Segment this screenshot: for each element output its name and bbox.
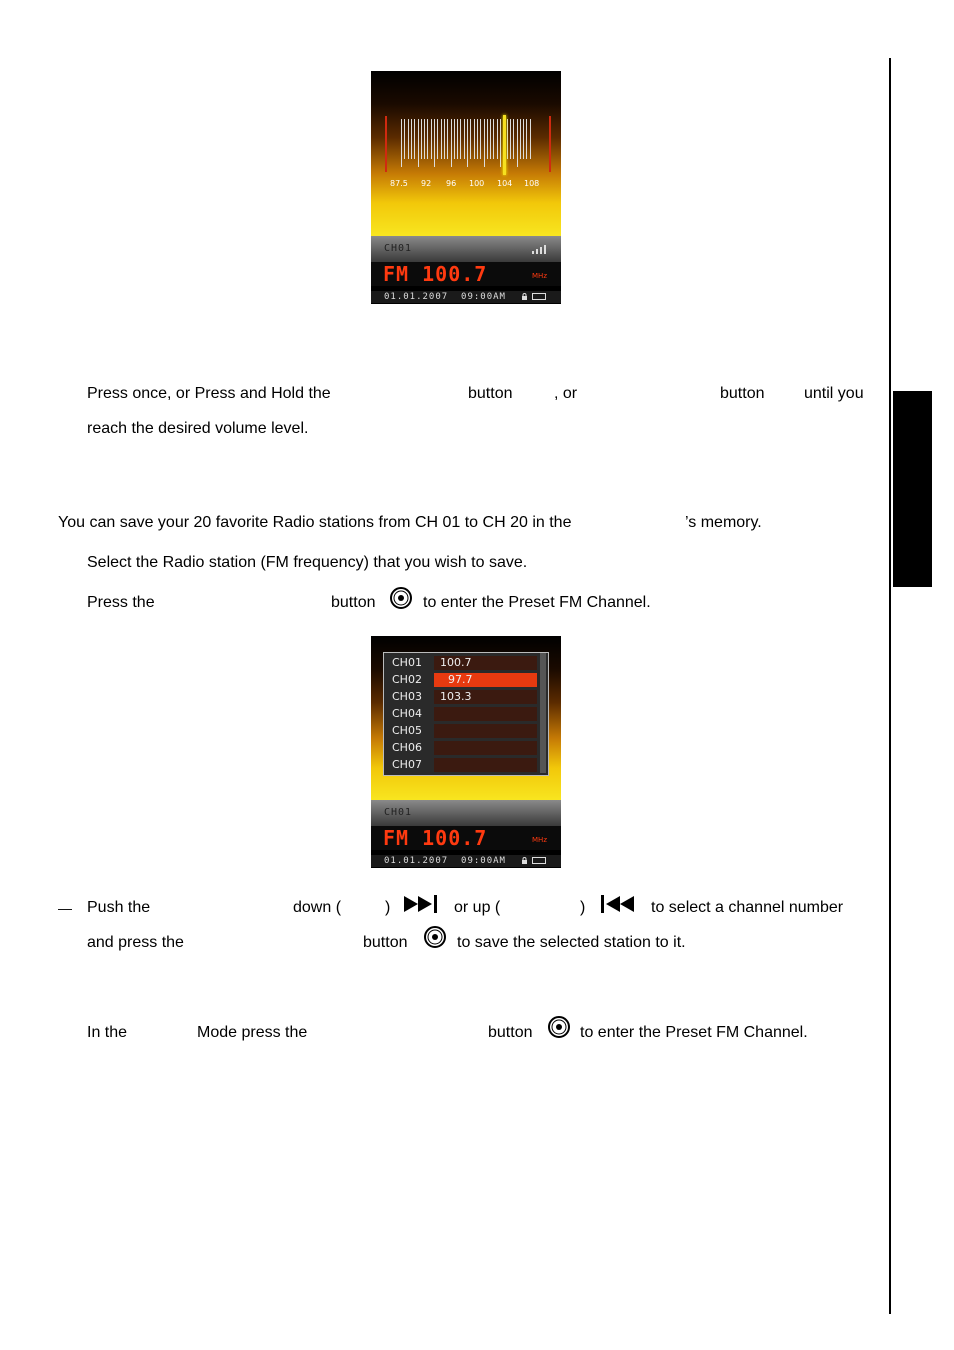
- text-segment: Mode press the: [197, 1024, 308, 1041]
- tuner-tick: [418, 119, 419, 167]
- tuner-tick: [470, 119, 471, 159]
- preset-value-box: [434, 741, 537, 755]
- tuner-tick: [404, 119, 405, 159]
- tuner-tick: [447, 119, 448, 159]
- next-icon: [404, 894, 442, 914]
- tuner-tick: [480, 119, 481, 159]
- preset-list-screenshot: [371, 636, 561, 868]
- frequency-unit: MHz: [532, 836, 547, 844]
- tuner-tick: [497, 119, 498, 159]
- channel-label: CH01: [384, 243, 413, 254]
- text-segment: ’s memory.: [685, 514, 762, 531]
- tuner-tick: [467, 119, 468, 167]
- text-segment: Press once, or Press and Hold the: [87, 385, 331, 402]
- preset-scrollbar[interactable]: [540, 653, 546, 773]
- volume-line-2: reach the desired volume level.: [87, 420, 309, 437]
- preset-channel: CH02: [392, 673, 422, 686]
- date: 01.01.2007: [384, 856, 449, 866]
- text-segment: until you: [804, 385, 864, 402]
- date: 01.01.2007: [384, 292, 449, 302]
- text-segment: or up (: [454, 899, 501, 916]
- tuner-tick: [454, 119, 455, 159]
- preset-channel: CH01: [392, 656, 422, 669]
- tuner-tick: [484, 119, 485, 167]
- preset-row[interactable]: [384, 757, 539, 774]
- tuner-tick: [526, 119, 527, 159]
- prev-icon: [600, 894, 638, 914]
- battery-icon: [532, 293, 546, 300]
- tuner-tick: [401, 119, 402, 167]
- frequency-bar: [371, 262, 561, 286]
- tuner-tick: [510, 119, 511, 159]
- date-time: [384, 291, 506, 303]
- preset-channel: CH07: [392, 758, 422, 771]
- preset-row[interactable]: [384, 740, 539, 757]
- text-segment: button: [331, 594, 376, 611]
- preset-row[interactable]: [384, 655, 539, 672]
- channel-bar: [371, 236, 561, 262]
- text-segment: In the: [87, 1024, 128, 1041]
- signal-icon: [531, 244, 547, 254]
- tuner-tick: [427, 119, 428, 159]
- scale-label: 100: [469, 179, 485, 188]
- chapter-tab: [893, 391, 932, 587]
- date-bar: [371, 855, 561, 867]
- page-margin-rule: [889, 58, 891, 1314]
- tuner-tick: [460, 119, 461, 159]
- preset-row[interactable]: [384, 672, 539, 689]
- preset-frequency: 103.3: [440, 690, 472, 703]
- battery-icon: [532, 857, 546, 864]
- enter-button-icon: [389, 586, 413, 610]
- text-segment: down (: [293, 899, 342, 916]
- time: 09:00AM: [461, 292, 506, 302]
- text-segment: button: [720, 385, 765, 402]
- preset-channel: CH03: [392, 690, 422, 703]
- tuner-tick: [457, 119, 458, 159]
- text-segment: button: [363, 934, 408, 951]
- scale-label: 104: [497, 179, 513, 188]
- tuner-tick: [507, 119, 508, 159]
- preset-frequency: 100.7: [440, 656, 472, 669]
- frequency-unit: MHz: [532, 272, 547, 280]
- preset-frequency: 97.7: [448, 673, 473, 686]
- frequency-display: FM 100.7: [383, 262, 488, 286]
- preset-row[interactable]: [384, 723, 539, 740]
- enter-button-icon: [423, 925, 447, 949]
- volume-line-1: [87, 384, 331, 404]
- tuner-tick: [474, 119, 475, 159]
- text-segment: to select a channel number: [651, 899, 844, 916]
- save-step-1: Select the Radio station (FM frequency) that you wish to save.: [87, 554, 528, 571]
- tuner-needle: [503, 115, 506, 175]
- date-bar: [371, 291, 561, 303]
- tuner-tick: [411, 119, 412, 159]
- tuner-tick: [513, 119, 514, 159]
- tuner-tick: [487, 119, 488, 159]
- lock-icon: [521, 293, 528, 300]
- radio-tuner-screenshot: [371, 71, 561, 304]
- frequency-bar: [371, 826, 561, 850]
- scale-label: 96: [446, 179, 457, 188]
- preset-channel: CH06: [392, 741, 422, 754]
- scale-label: 108: [524, 179, 540, 188]
- tuner-tick: [464, 119, 465, 159]
- tuner-tick: [421, 119, 422, 159]
- tuner-tick: [444, 119, 445, 159]
- channel-bar: [371, 800, 561, 826]
- tuner-tick: [408, 119, 409, 159]
- scale-label: 87.5: [390, 179, 408, 188]
- tuner-tick: [477, 119, 478, 159]
- save-intro: You can save your 20 favorite Radio stations from CH 01 to CH 20 in the: [58, 514, 572, 531]
- text-segment: button: [468, 385, 513, 402]
- preset-value-box: [434, 707, 537, 721]
- date-time: [384, 855, 506, 867]
- tuner-tick: [434, 119, 435, 167]
- text-segment: Push the: [87, 899, 151, 916]
- scale-label: 92: [421, 179, 432, 188]
- text-segment: to save the selected station to it.: [457, 934, 686, 951]
- lock-icon: [521, 857, 528, 864]
- tuner-tick: [517, 119, 518, 167]
- text-segment: to enter the Preset FM Channel.: [580, 1024, 808, 1041]
- tuner-tick: [520, 119, 521, 159]
- preset-channel: CH04: [392, 707, 422, 720]
- tuner-tick: [500, 119, 501, 167]
- tuner-tick: [424, 119, 425, 159]
- preset-channel: CH05: [392, 724, 422, 737]
- dash-marker: —: [58, 900, 72, 916]
- preset-value-box: [434, 758, 537, 772]
- tuner-tick: [414, 119, 415, 159]
- enter-button-icon: [547, 1015, 571, 1039]
- tuner-tick: [490, 119, 491, 159]
- tuner-tick: [493, 119, 494, 159]
- preset-row[interactable]: [384, 689, 539, 706]
- tuner-tick: [441, 119, 442, 159]
- tuner-tick: [530, 119, 531, 159]
- text-segment: ): [580, 899, 586, 916]
- tuner-tick: [451, 119, 452, 167]
- tuner-tick: [431, 119, 432, 159]
- time: 09:00AM: [461, 856, 506, 866]
- text-segment: , or: [554, 385, 578, 402]
- frequency-display: FM 100.7: [383, 826, 488, 850]
- tuner-tick: [437, 119, 438, 159]
- preset-value-box: [434, 724, 537, 738]
- text-segment: and press the: [87, 934, 184, 951]
- preset-row[interactable]: [384, 706, 539, 723]
- text-segment: button: [488, 1024, 533, 1041]
- text-segment: ): [385, 899, 391, 916]
- channel-label: CH01: [384, 807, 413, 818]
- text-segment: Press the: [87, 594, 155, 611]
- text-segment: to enter the Preset FM Channel.: [423, 594, 651, 611]
- preset-list: [383, 652, 549, 776]
- tuner-tick: [523, 119, 524, 159]
